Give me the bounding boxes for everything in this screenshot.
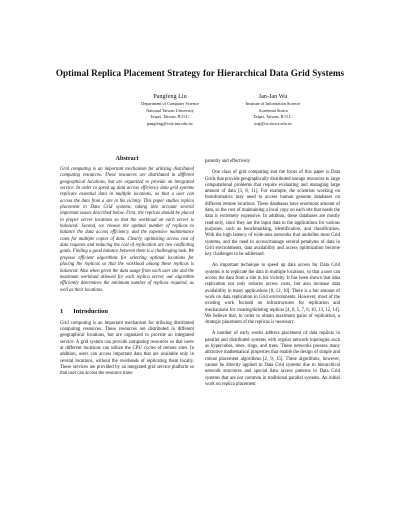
author-block-2 (198, 92, 348, 127)
author-institution: Academia Sinica (258, 107, 288, 113)
paper-title: Optimal Replica Placement Strategy for Hierarchical Data Grid Systems (55, 68, 345, 78)
author-institution: National Taiwan University (146, 107, 194, 113)
author-address: Taipei, Taiwan, R.O.C. (150, 114, 190, 120)
introduction-paragraph: One class of grid computing and the focus of this paper is Data Grids that provide geographically distributed storage resources to large computational problems that require evaluating and managing large amount of data [3, 8, 11]. For example, the scientists working on bioinformatics may need to access human genome databases on different remote locations. These databases have enormous amount of data, so the cost of maintaining a local copy on each site that needs the data is extremely expensive. In addition, these databases are mostly read-only, since they are the input data to the applications for various purposes, such as benchmarking, identification, and classification. With the high latency of wide-area networks that underlies most Grid systems, and the need to access/manage several petabytes of data in Grid environments, data availability and access optimization become key challenges to be addressed. (205, 170, 340, 258)
introduction-paragraph: parently and effectively. (205, 159, 251, 164)
section-number: 1 (60, 307, 64, 315)
author-address: Taipei, Taiwan, R.O.C. (253, 114, 293, 120)
right-column (205, 159, 340, 393)
author-department: Department of Computer Science (141, 101, 199, 106)
introduction-paragraph-left: Grid computing is an important mechanism for utilizing distributed computing resources. These resources are distributed in different geographical locations, but are organized to provide an integrated service. A grid system can provide computing resources so that users at different locations can utilize the CPU cycles of remote sites. In addition, users can access important data that are available only in several locations, without the overheads of replicating them locally. These services are provided by an integrated grid service platform so that user can access the resource trans- (60, 320, 194, 377)
author-email: pangfeng@csie.ntu.edu.tw (147, 120, 193, 126)
section-title: Introduction (73, 307, 108, 315)
abstract-heading: Abstract (115, 155, 139, 162)
author-name: Pangfeng Liu (153, 93, 187, 100)
introduction-paragraph: A number of early works address placement of data replicas in parallel and distributed systems with regular network topologies such as hypercubes, trees, rings, and trees. These networks possess many attractive mathematical properties that enable the design of simple and robust placement algorithms [2, 9, 15]. These algorithms, however, cannot be directly applied to Data Grid systems due to hierarchical network structures and special data access patterns in Data Grid systems that are not common in traditional parallel systems. An initial work on replica placement (205, 331, 340, 387)
author-department: Institute of Information Science (245, 101, 301, 106)
introduction-paragraph: An important technique to speed up data access for Data Grid systems is to replicate the data in multiple locations, so that a user can access the data from a site in his vicinity. It has been shown that data replication not only reduces access costs, but also increase data availability in many applications [8, 12, 10]. There is a fair amount of work on data replication in Grid environments. However, most of the existing work focused on infrastructures for replication and mechanisms for creating/deleting replicas [4, 6, 5, 7, 8, 10, 13, 12, 14]. We believe that, in order to obtain maximum gains of replication, a strategic placement of the replicas is necessary. (205, 263, 340, 326)
author-email: wuj@iis.sinica.edu.tw (253, 120, 293, 126)
section-heading-introduction (60, 308, 194, 315)
left-column (60, 155, 194, 378)
author-name: Jan-Jan Wu (258, 93, 288, 100)
abstract-text: Grid computing is an important mechanism for utilizing distributed computing resources. These resources are distributed in different geographical locations, but are organized to provide an integrated service. In order to speed up data access efficiency data grid systems replicate essential data in multiple locations, so that a user can access the data from a site in his vicinity. This paper studies replica placement in Data Grid systems, taking into account several important issues described below. First, the replicas should be placed in proper server locations so that the workload on each server is balanced. Second, we choose the optimal number of replicas to balance the data access efficiency, and the expensive maintenance costs for multiple copies of data. Clearly, optimizing access cost of data requests and reducing the cost of replication are two conflicting goals. Finding a good balance between them is a challenging task. We propose efficient algorithms for selecting optimal locations for placing the replicas so that the workload among these replicas is balanced. Also when given the data usage from each user site and the maximum workload allowed for each replica server, our algorithm efficiently determines the minimum number of replicas required, as well as their locations. (60, 167, 194, 293)
